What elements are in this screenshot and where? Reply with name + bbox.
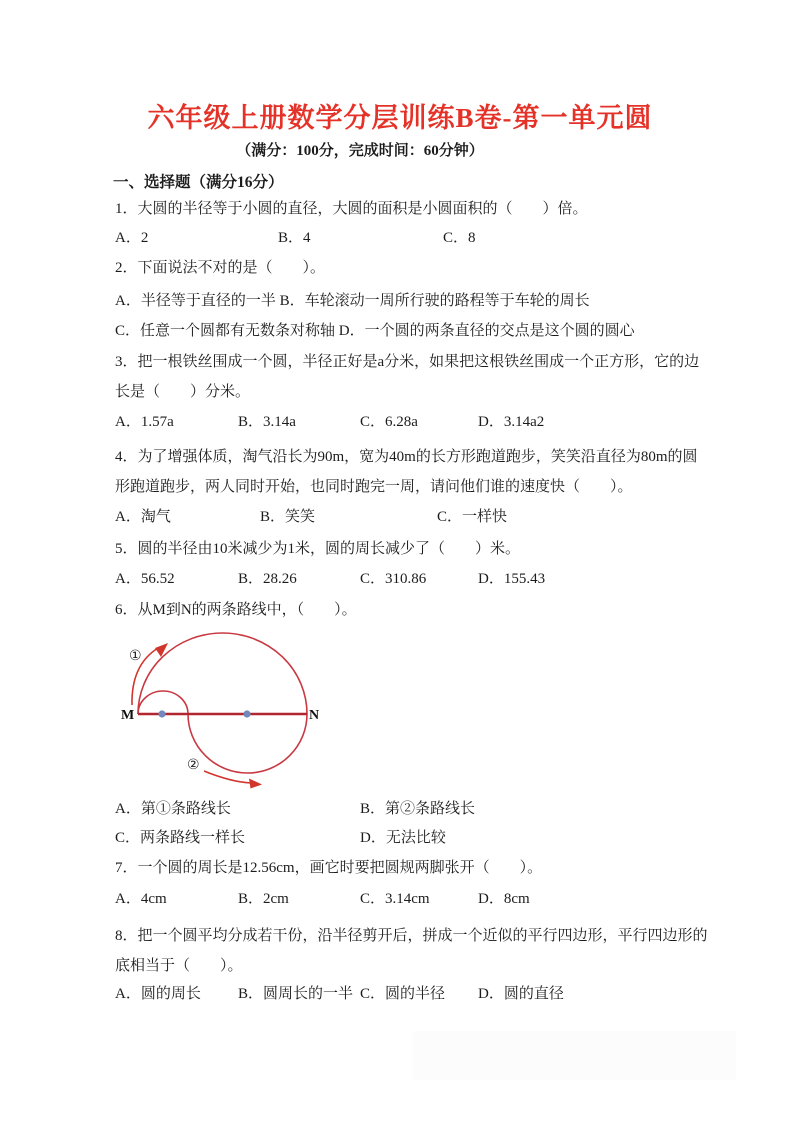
question-1-option-b: B．4: [278, 230, 311, 246]
question-3-text-line-1: 3．把一根铁丝围成一个圆，半径正好是a分米，如果把这根铁丝围成一个正方形，它的边: [115, 354, 700, 370]
page-subtitle: （满分：100分，完成时间：60分钟）: [236, 143, 484, 159]
question-6-option-a: A．第①条路线长: [115, 801, 231, 817]
question-1-options: [115, 228, 715, 248]
point-m-label: M: [121, 708, 135, 723]
section-heading-choice: 一、选择题（满分16分）: [113, 174, 284, 191]
question-5-option-d: D．155.43: [478, 571, 546, 587]
question-5-option-a: A．56.52: [115, 571, 175, 587]
route1-number-label: ①: [129, 648, 142, 664]
question-4-option-c: C．一样快: [437, 509, 508, 525]
question-5-text: 5．圆的半径由10米减少为1米，圆的周长减少了（ ）米。: [115, 541, 521, 557]
question-5-option-b: B．28.26: [238, 571, 297, 587]
route2-number-label: ②: [187, 757, 200, 773]
question-3-options: [115, 412, 715, 432]
question-4-option-a: A．淘气: [115, 509, 171, 525]
question-7-option-b: B．2cm: [238, 891, 289, 907]
question-6-option-c: C．两条路线一样长: [115, 830, 246, 846]
question-4-text-line-1: 4．为了增强体质，淘气沿长为90m，宽为40m的长方形跑道跑步，笑笑沿直径为80m的圆: [115, 449, 698, 465]
question-1-text: 1．大圆的半径等于小圆的直径，大圆的面积是小圆面积的（ ）倍。: [115, 201, 588, 217]
question-1-option-a: A．2: [115, 230, 149, 246]
question-2-text: 2．下面说法不对的是（ ）。: [115, 260, 326, 276]
routes-figure-svg: [105, 618, 335, 798]
question-2-options-cd: C．任意一个圆都有无数条对称轴 D．一个圆的两条直径的交点是这个圆的圆心: [115, 323, 635, 339]
point-n-label: N: [309, 708, 320, 723]
center-dot-right: [243, 710, 250, 717]
question-3-option-c: C．6.28a: [360, 414, 418, 430]
question-7-text: 7．一个圆的周长是12.56cm，画它时要把圆规两脚张开（ ）。: [115, 860, 543, 876]
routes-figure: [105, 618, 335, 798]
question-4-text-line-2: 形跑道跑步，两人同时开始，也同时跑完一周，请问他们谁的速度快（ ）。: [115, 479, 633, 495]
question-4-option-b: B．笑笑: [260, 509, 316, 525]
question-8-text-line-2: 底相当于（ ）。: [115, 958, 243, 974]
route2-arrowhead-icon: [249, 779, 262, 789]
route1-arrowhead-icon: [155, 643, 168, 657]
question-6-option-b: B．第②条路线长: [360, 801, 476, 817]
question-5-options: [115, 569, 715, 589]
question-7-options: [115, 889, 715, 909]
question-3-option-b: B．3.14a: [238, 414, 296, 430]
question-7-option-a: A．4cm: [115, 891, 167, 907]
question-5-option-c: C．310.86: [360, 571, 427, 587]
question-7-option-d: D．8cm: [478, 891, 530, 907]
route2-large-semicircle: [188, 714, 307, 773]
question-6-options-row-1: [115, 799, 715, 819]
question-2-options-ab: A．半径等于直径的一半 B．车轮滚动一周所行驶的路程等于车轮的周长: [115, 293, 590, 309]
question-6-options-row-2: [115, 828, 715, 848]
question-8-option-d: D．圆的直径: [478, 986, 564, 1002]
question-3-option-d: D．3.14a2: [478, 414, 545, 430]
question-8-options: [115, 984, 715, 1004]
center-dot-left: [158, 710, 165, 717]
question-6-option-d: D．无法比较: [360, 830, 446, 846]
question-7-option-c: C．3.14cm: [360, 891, 430, 907]
question-8-option-b: B．圆周长的一半: [238, 986, 354, 1002]
question-1-option-c: C．8: [443, 230, 476, 246]
question-8-option-a: A．圆的周长: [115, 986, 201, 1002]
question-4-options: [115, 507, 715, 527]
question-3-text-line-2: 长是（ ）分米。: [115, 384, 251, 400]
page-title: 六年级上册数学分层训练B卷-第一单元圆: [147, 103, 653, 133]
question-8-text-line-1: 8．把一个圆平均分成若干份，沿半径剪开后，拼成一个近似的平行四边形，平行四边形的: [115, 928, 708, 944]
question-6-text: 6．从M到N的两条路线中，（ ）。: [115, 602, 357, 618]
question-8-option-c: C．圆的半径: [360, 986, 446, 1002]
faint-watermark-area: [413, 1031, 736, 1080]
question-3-option-a: A．1.57a: [115, 414, 174, 430]
